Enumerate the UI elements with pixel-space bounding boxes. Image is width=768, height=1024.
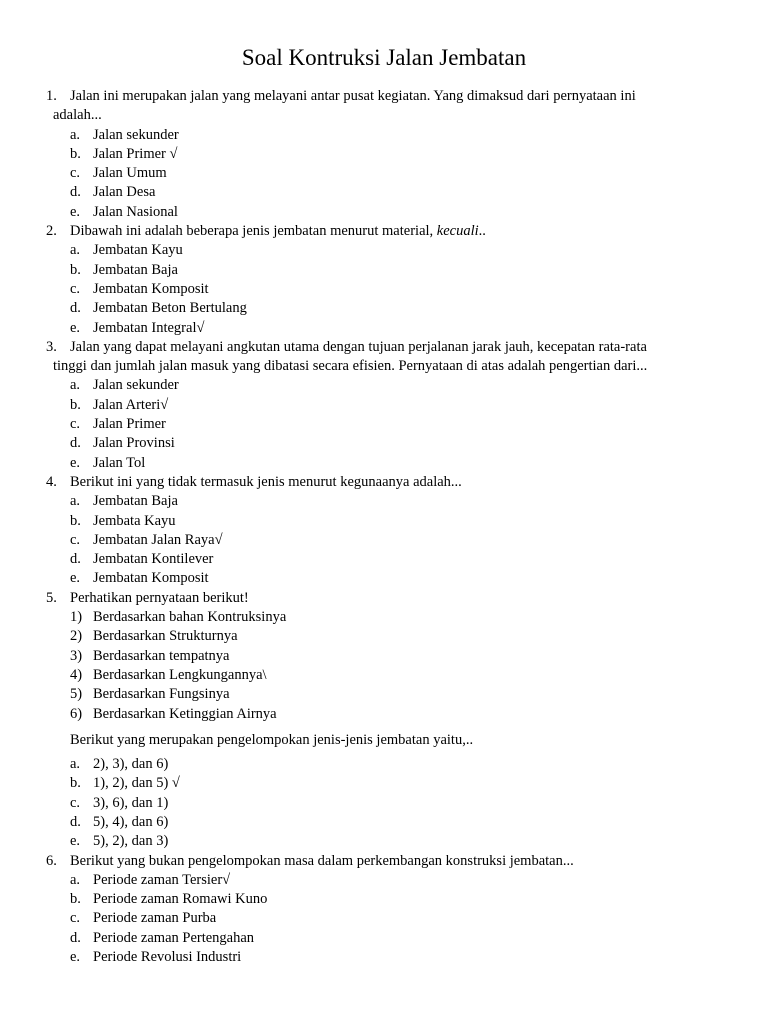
option-b: b. Jalan Primer √ — [70, 145, 178, 162]
question-6 — [0, 852, 768, 968]
question-text: Jalan yang dapat melayani angkutan utama dengan tujuan perjalanan jarak jauh, kecepatan rata-rata — [70, 338, 647, 355]
statement-4: 4) Berdasarkan Lengkungannya\ — [70, 666, 267, 683]
question-text-continued: adalah... — [53, 107, 102, 124]
statement-5: 5) Berdasarkan Fungsinya — [70, 686, 230, 703]
question-text: Perhatikan pernyataan berikut! — [70, 589, 249, 606]
option-a: a. Jalan sekunder — [70, 377, 179, 394]
question-list — [0, 87, 768, 967]
option-c: c. Periode zaman Purba — [70, 910, 217, 927]
statement-6: 6) Berdasarkan Ketinggian Airnya — [70, 705, 277, 722]
statement-2: 2) Berdasarkan Strukturnya — [70, 628, 238, 645]
option-b: b. Jalan Arteri√ — [70, 396, 169, 413]
option-c: c. Jembatan Komposit — [70, 280, 209, 297]
question-4 — [0, 473, 768, 589]
option-c: c. Jalan Umum — [70, 165, 167, 182]
option-e: e. Jalan Tol — [70, 454, 146, 471]
option-b: b. 1), 2), dan 5) √ — [70, 775, 180, 792]
question-text: Berikut yang bukan pengelompokan masa dalam perkembangan konstruksi jembatan... — [70, 852, 574, 869]
option-d: d. Jembatan Beton Bertulang — [70, 300, 247, 317]
option-e: e. 5), 2), dan 3) — [70, 833, 169, 850]
question-3 — [0, 338, 768, 473]
option-a: a. Jembatan Kayu — [70, 242, 183, 259]
question-text: Dibawah ini adalah beberapa jenis jembatan menurut material, — [70, 223, 434, 240]
option-b: b. Periode zaman Romawi Kuno — [70, 891, 268, 908]
option-d: d. Jembatan Kontilever — [70, 551, 214, 568]
question-text-continued: tinggi dan jumlah jalan masuk yang dibatasi secara efisien. Pernyataan di atas adalah pengertian dari... — [53, 358, 648, 375]
option-c: c. Jalan Primer — [70, 416, 166, 433]
option-d: d. Jalan Desa — [70, 184, 156, 201]
question-number: 5. — [46, 589, 57, 606]
question-number: 6. — [46, 852, 57, 869]
question-5 — [0, 589, 768, 852]
question-text: Berikut ini yang tidak termasuk jenis menurut kegunaanya adalah... — [70, 473, 462, 490]
page-title: Soal Kontruksi Jalan Jembatan — [241, 45, 527, 70]
option-d: d. Jalan Provinsi — [70, 435, 175, 452]
option-a: a. 2), 3), dan 6) — [70, 756, 169, 773]
option-a: a. Jalan sekunder — [70, 126, 179, 143]
option-e: e. Jembatan Integral√ — [70, 319, 205, 336]
question-2 — [0, 222, 768, 338]
question-text-italic: kecuali — [436, 223, 479, 240]
option-e: e. Jembatan Komposit — [70, 570, 209, 587]
option-b: b. Jembata Kayu — [70, 512, 176, 529]
question-text-tail: .. — [478, 223, 486, 240]
option-e: e. Periode Revolusi Industri — [70, 949, 242, 966]
option-c: c. Jembatan Jalan Raya√ — [70, 531, 223, 548]
option-d: d. Periode zaman Pertengahan — [70, 929, 255, 946]
option-c: c. 3), 6), dan 1) — [70, 794, 169, 811]
option-a: a. Jembatan Baja — [70, 493, 178, 510]
option-e: e. Jalan Nasional — [70, 203, 178, 220]
question-prompt: Berikut yang merupakan pengelompokan jenis-jenis jembatan yaitu,.. — [70, 731, 474, 748]
question-number: 2. — [46, 223, 57, 240]
statement-3: 3) Berdasarkan tempatnya — [70, 647, 230, 664]
question-number: 4. — [46, 473, 57, 490]
statement-1: 1) Berdasarkan bahan Kontruksinya — [70, 609, 287, 626]
option-b: b. Jembatan Baja — [70, 261, 178, 278]
question-number: 1. — [46, 88, 57, 104]
option-d: d. 5), 4), dan 6) — [70, 813, 169, 830]
option-a: a. Periode zaman Tersier√ — [70, 871, 231, 888]
question-number: 3. — [46, 338, 57, 355]
question-text: Jalan ini merupakan jalan yang melayani antar pusat kegiatan. Yang dimaksud dari pernyataan ini — [70, 88, 636, 104]
question-1 — [0, 87, 768, 222]
